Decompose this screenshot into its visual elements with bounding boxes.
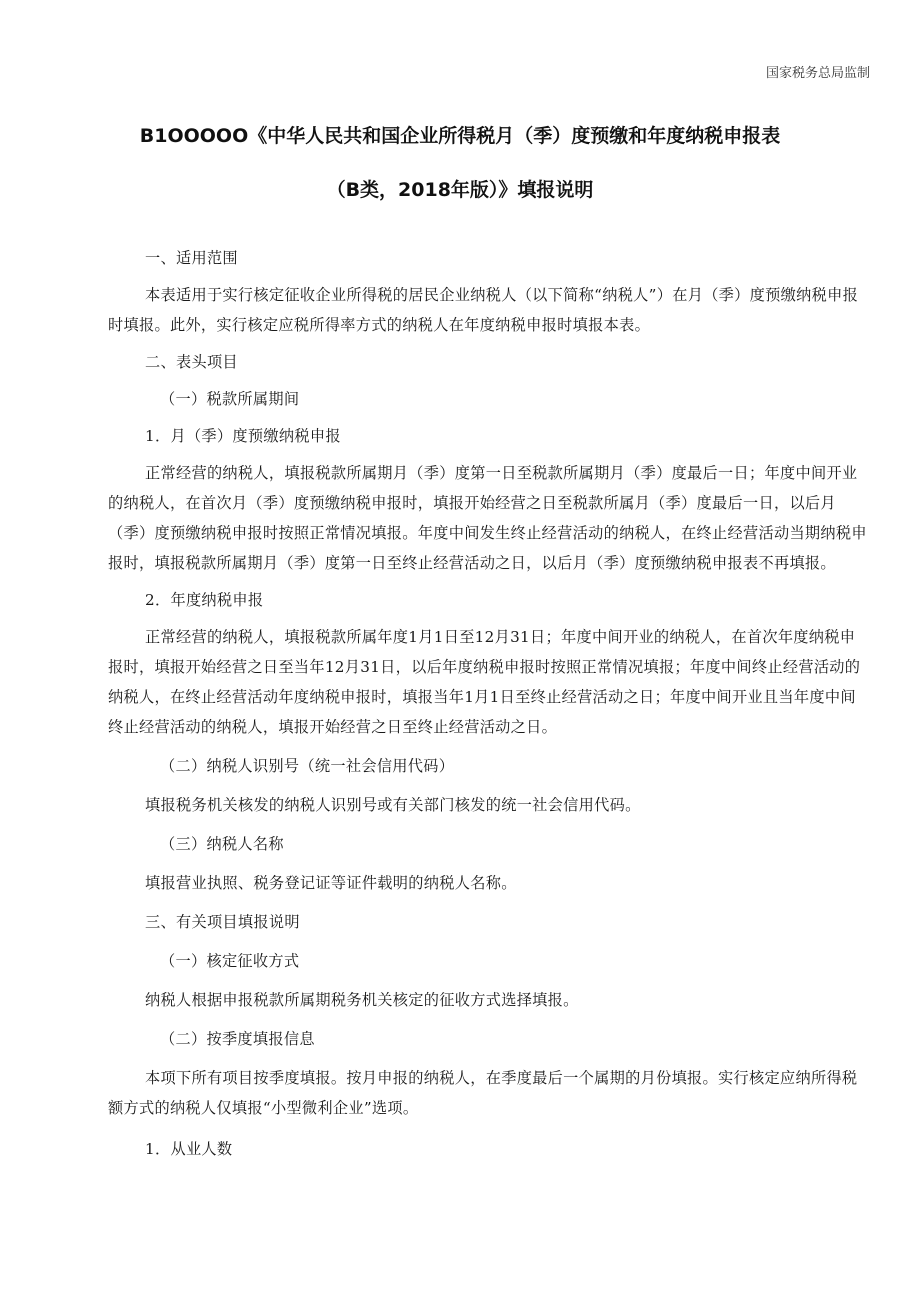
- paragraph-quarterly-info: 本项下所有项目按季度填报。按月申报的纳税人，在季度最后一个属期的月份填报。实行核定应纳所得税额方式的纳税人仅填报“小型微利企业”选项。: [108, 1069, 858, 1117]
- item-monthly-quarterly: 1．月（季）度预缴纳税申报: [145, 427, 341, 445]
- item-annual: 2．年度纳税申报: [145, 591, 264, 609]
- section-heading-scope: 一、适用范围: [145, 249, 238, 267]
- document-body: [108, 243, 870, 1164]
- section-heading-item-notes: 三、有关项目填报说明: [145, 913, 300, 931]
- paragraph-collection-method: 纳税人根据申报税款所属期税务机关核定的征收方式选择填报。: [145, 991, 579, 1009]
- paragraph-taxpayer-name: 填报营业执照、税务登记证等证件载明的纳税人名称。: [145, 874, 517, 892]
- subheading-quarterly-info: （二）按季度填报信息: [160, 1030, 315, 1048]
- subheading-tax-period: （一）税款所属期间: [160, 390, 300, 408]
- paragraph-taxpayer-id: 填报税务机关核发的纳税人识别号或有关部门核发的统一社会信用代码。: [145, 796, 641, 814]
- section-heading-header-items: 二、表头项目: [145, 353, 238, 371]
- subheading-collection-method: （一）核定征收方式: [160, 952, 300, 970]
- header-note: 国家税务总局监制: [765, 66, 870, 81]
- document-title-line1: B1OOOOO《中华人民共和国企业所得税月（季）度预缴和年度纳税申报表: [139, 125, 781, 147]
- paragraph-annual: 正常经营的纳税人，填报税款所属年度1月1日至12月31日；年度中间开业的纳税人，在首次年度纳税申报时，填报开始经营之日至当年12月31日，以后年度纳税申报时按照正常情况填报；年度中间终止经营活动的纳税人，在终止经营活动年度纳税申报时，填报当年1月1日至终止经营活动之日；年度中间开业且当年度中间终止经营活动的纳税人，填报开始经营之日至终止经营活动之日。: [108, 628, 861, 736]
- subheading-taxpayer-name: （三）纳税人名称: [160, 835, 284, 853]
- paragraph-scope: 本表适用于实行核定征收企业所得税的居民企业纳税人（以下简称“纳税人”）在月（季）度预缴纳税申报时填报。此外，实行核定应税所得率方式的纳税人在年度纳税申报时填报本表。: [108, 286, 859, 334]
- item-employees: 1．从业人数: [145, 1140, 233, 1158]
- paragraph-monthly-quarterly: 正常经营的纳税人，填报税款所属期月（季）度第一日至税款所属期月（季）度最后一日；年度中间开业的纳税人，在首次月（季）度预缴纳税申报时，填报开始经营之日至税款所属月（季）度最后一日，以后月（季）度预缴纳税申报时按照正常情况填报。年度中间发生终止经营活动的纳税人，在终止经营活动当期纳税申报时，填报税款所属期月（季）度第一日至终止经营活动之日，以后月（季）度预缴纳税申报表不再填报。: [108, 464, 867, 572]
- document-title-line2: （B类，2018年版）》填报说明: [326, 179, 594, 201]
- subheading-taxpayer-id: （二）纳税人识别号（统一社会信用代码）: [160, 757, 455, 775]
